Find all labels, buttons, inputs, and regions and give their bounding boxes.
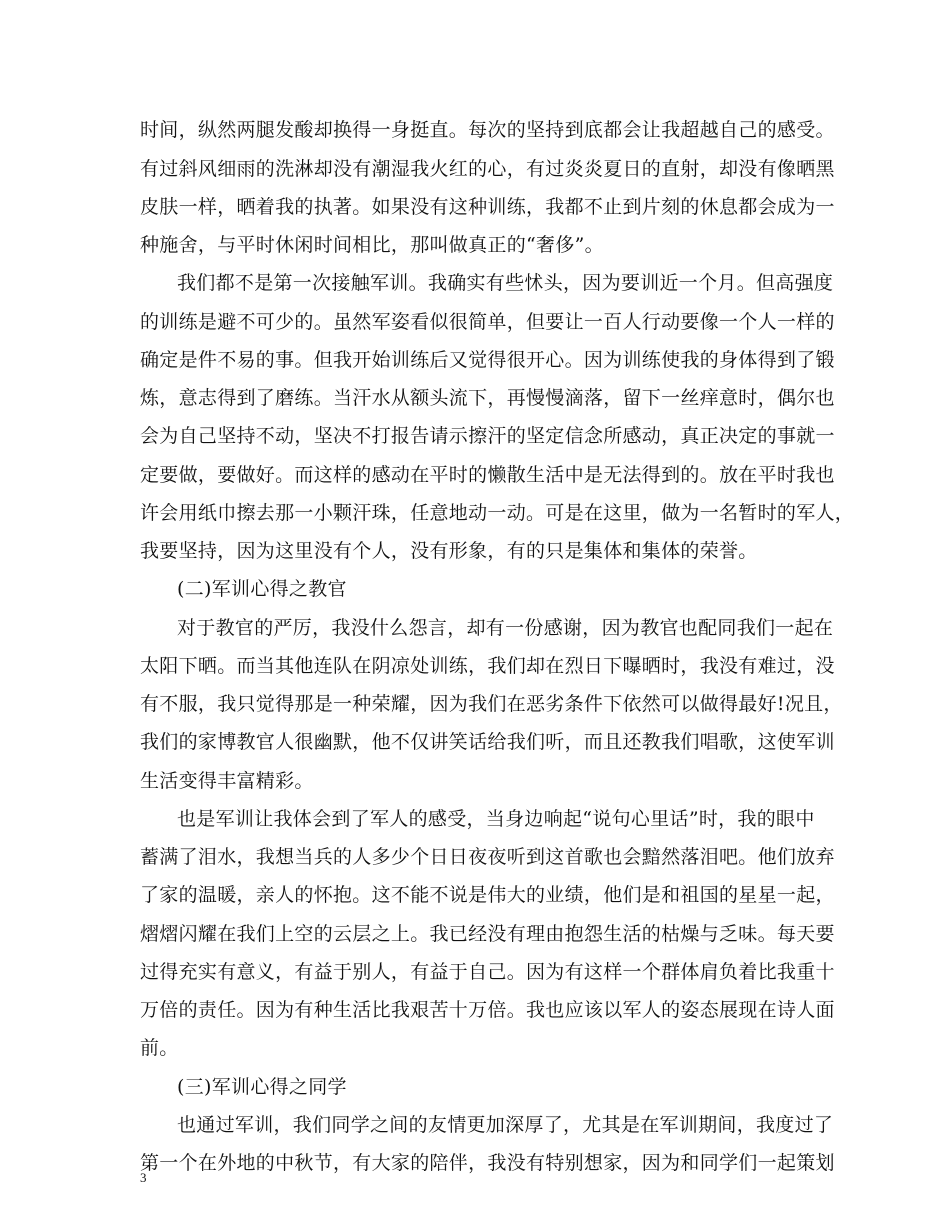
paragraph-start-line: 我们都不是第一次接触军训。我确实有些怵头，因为要训近一个月。但高强度 — [177, 272, 834, 294]
text-line: 炼，意志得到了磨练。当汗水从额头流下，再慢慢滴落，留下一丝痒意时，偶尔也 — [140, 387, 835, 409]
text-line: 我们的家博教官人很幽默，他不仅讲笑话给我们听，而且还教我们唱歌，这使军训 — [140, 731, 835, 753]
text-line: 会为自己坚持不动，坚决不打报告请示擦汗的坚定信念所感动，真正决定的事就一 — [140, 425, 835, 447]
text-line: 万倍的责任。因为有种生活比我艰苦十万倍。我也应该以军人的姿态展现在诗人面 — [140, 999, 835, 1021]
text-line: 定要做，要做好。而这样的感动在平时的懒散生活中是无法得到的。放在平时我也 — [140, 464, 835, 486]
text-line: 我要坚持，因为这里没有个人，没有形象，有的只是集体和集体的荣誉。 — [140, 540, 758, 562]
text-line: 前。 — [140, 1037, 179, 1059]
text-line: 过得充实有意义，有益于别人，有益于自己。因为有这样一个群体肩负着比我重十 — [140, 961, 835, 983]
text-line: 了家的温暖，亲人的怀抱。这不能不说是伟大的业绩，他们是和祖国的星星一起， — [140, 884, 835, 906]
text-line: 时间，纵然两腿发酸却换得一身挺直。每次的坚持到底都会让我超越自己的感受。 — [140, 119, 835, 141]
text-line: 确定是件不易的事。但我开始训练后又觉得很开心。因为训练使我的身体得到了锻 — [140, 349, 835, 371]
paragraph-start-line: 也通过军训，我们同学之间的友情更加深厚了，尤其是在军训期间，我度过了 — [177, 1114, 834, 1136]
text-line: 种施舍，与平时休闲时间相比，那叫做真正的“奢侈”。 — [140, 234, 604, 256]
text-line: 太阳下晒。而当其他连队在阴凉处训练，我们却在烈日下曝晒时，我没有难过，没 — [140, 655, 835, 677]
page-number: 3 — [140, 1170, 147, 1185]
text-line: 的训练是避不可少的。虽然军姿看似很简单，但要让一百人行动要像一个人一样的 — [140, 311, 835, 333]
text-line: 生活变得丰富精彩。 — [140, 770, 314, 792]
text-line: 有过斜风细雨的洗淋却没有潮湿我火红的心，有过炎炎夏日的直射，却没有像晒黑 — [140, 158, 835, 180]
text-line: 许会用纸巾擦去那一小颗汗珠，任意地动一动。可是在这里，做为一名暂时的军人， — [140, 502, 855, 524]
text-line: 熠熠闪耀在我们上空的云层之上。我已经没有理由抱怨生活的枯燥与乏味。每天要 — [140, 923, 835, 945]
section-heading: (二)军训心得之教官 — [177, 578, 347, 600]
paragraph-start-line: 也是军训让我体会到了军人的感受，当身边响起“说句心里话”时，我的眼中 — [177, 808, 815, 830]
text-line: 有不服，我只觉得那是一种荣耀，因为我们在恶劣条件下依然可以做得最好!况且， — [140, 693, 843, 715]
text-line: 蓄满了泪水，我想当兵的人多少个日日夜夜听到这首歌也会黯然落泪吧。他们放弃 — [140, 846, 835, 868]
paragraph-start-line: 对于教官的严厉，我没什么怨言，却有一份感谢，因为教官也配同我们一起在 — [177, 617, 834, 639]
text-line: 皮肤一样，晒着我的执著。如果没有这种训练，我都不止到片刻的休息都会成为一 — [140, 196, 835, 218]
section-heading: (三)军训心得之同学 — [177, 1076, 347, 1098]
text-line: 第一个在外地的中秋节，有大家的陪伴，我没有特别想家，因为和同学们一起策划 — [140, 1152, 835, 1174]
